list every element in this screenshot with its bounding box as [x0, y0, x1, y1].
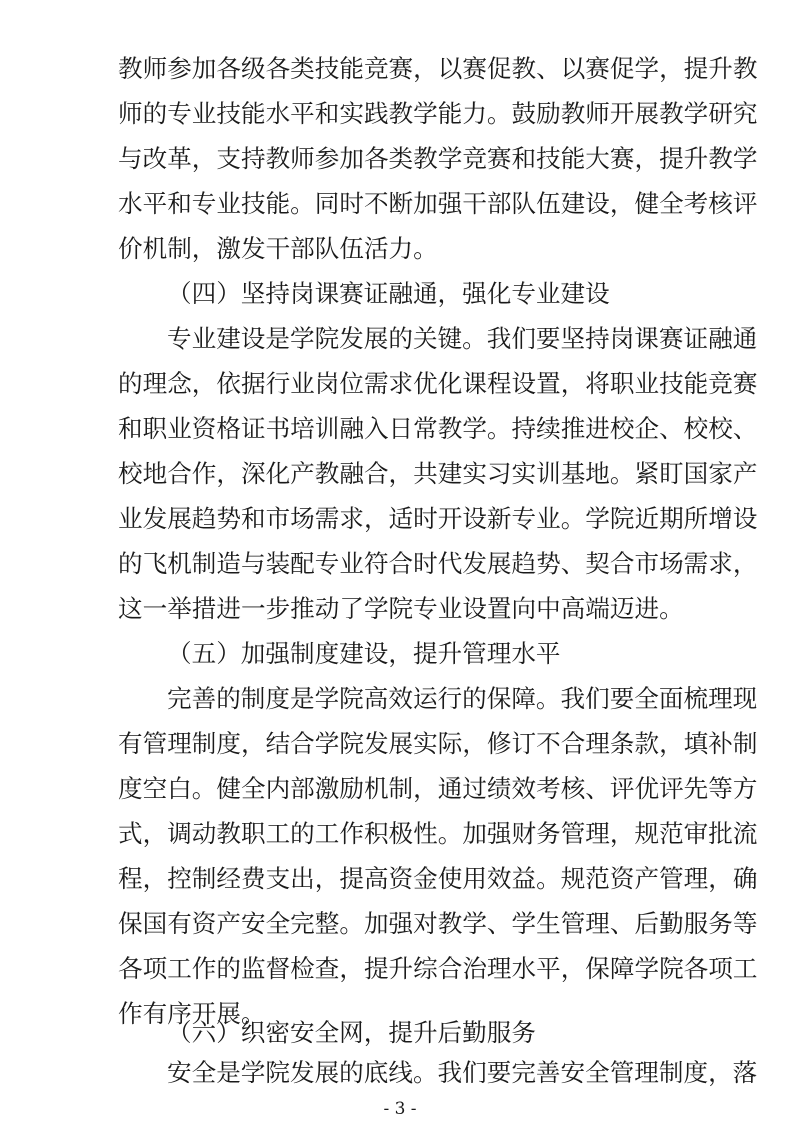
- body-text-line: 的飞机制造与装配专业符合时代发展趋势、契合市场需求，: [118, 549, 758, 578]
- body-text-line: 价机制，激发干部队伍活力。: [118, 234, 438, 263]
- body-text-line: 度空白。健全内部激励机制，通过绩效考核、评优评先等方: [118, 774, 758, 803]
- body-text-line: 教师参加各级各类技能竞赛，以赛促教、以赛促学，提升教: [118, 54, 758, 83]
- section-heading: （六）织密安全网，提升后勤服务: [167, 1018, 536, 1047]
- body-text-line: 保国有资产安全完整。加强对教学、学生管理、后勤服务等: [118, 909, 758, 938]
- section-heading: （四）坚持岗课赛证融通，强化专业建设: [167, 279, 610, 308]
- body-text-line: 式，调动教职工的工作积极性。加强财务管理，规范审批流: [118, 819, 758, 848]
- body-text-line: 校地合作，深化产教融合，共建实习实训基地。紧盯国家产: [118, 459, 758, 488]
- body-text-line: 专业建设是学院发展的关键。我们要坚持岗课赛证融通: [167, 324, 758, 353]
- body-text-line: 有管理制度，结合学院发展实际，修订不合理条款，填补制: [118, 729, 758, 758]
- page-number: - 3 -: [383, 1099, 417, 1119]
- body-text-line: 师的专业技能水平和实践教学能力。鼓励教师开展教学研究: [118, 99, 758, 128]
- body-text-line: 安全是学院发展的底线。我们要完善安全管理制度，落: [167, 1058, 758, 1087]
- body-text-line: 业发展趋势和市场需求，适时开设新专业。学院近期所增设: [118, 504, 758, 533]
- body-text-line: 程，控制经费支出，提高资金使用效益。规范资产管理，确: [118, 864, 758, 893]
- body-text-line: 的理念，依据行业岗位需求优化课程设置，将职业技能竞赛: [118, 369, 758, 398]
- body-text-line: 这一举措进一步推动了学院专业设置向中高端迈进。: [118, 594, 684, 623]
- body-text-line: 作有序开展。: [118, 999, 266, 1028]
- body-text-line: 水平和专业技能。同时不断加强干部队伍建设，健全考核评: [118, 189, 758, 218]
- body-text-line: 和职业资格证书培训融入日常教学。持续推进校企、校校、: [118, 414, 758, 443]
- body-text-line: 与改革，支持教师参加各类教学竞赛和技能大赛，提升教学: [118, 144, 758, 173]
- body-text-line: 完善的制度是学院高效运行的保障。我们要全面梳理现: [167, 684, 758, 713]
- body-text-line: 各项工作的监督检查，提升综合治理水平，保障学院各项工: [118, 954, 758, 983]
- section-heading: （五）加强制度建设，提升管理水平: [167, 639, 561, 668]
